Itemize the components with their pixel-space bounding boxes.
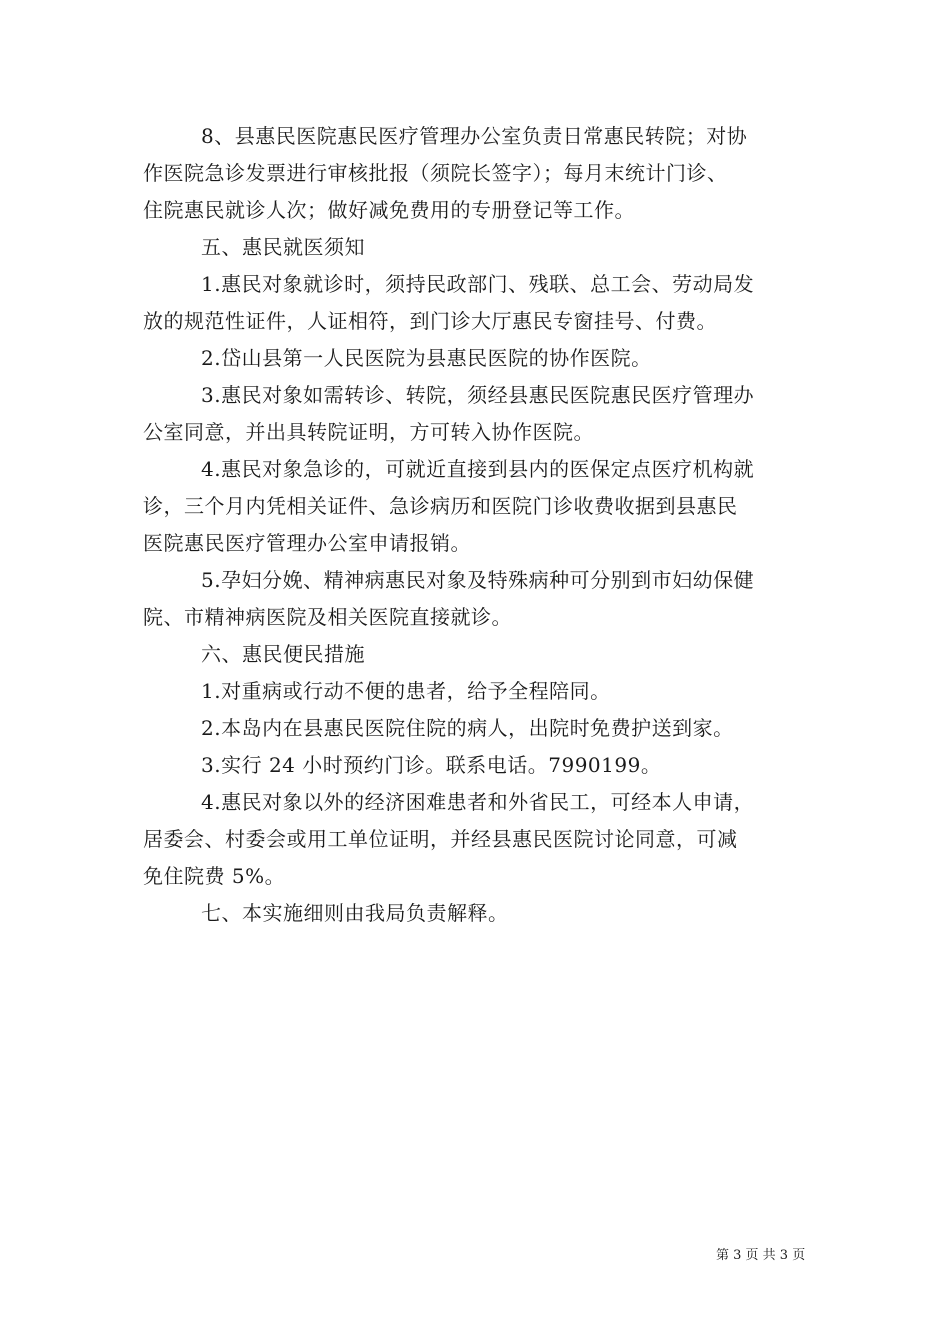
section-heading-6: 六、惠民便民措施 — [201, 642, 365, 666]
page-number-footer: 第 3 页 共 3 页 — [716, 1248, 806, 1263]
notice-item-1-line-1: 1.惠民对象就诊时，须持民政部门、残联、总工会、劳动局发 — [201, 272, 755, 296]
notice-item-3-line-2: 公室同意，并出具转院证明，方可转入协作医院。 — [143, 420, 594, 444]
measure-item-2: 2.本岛内在县惠民医院住院的病人，出院时免费护送到家。 — [201, 716, 734, 740]
paragraph-8-line-3: 住院惠民就诊人次；做好减免费用的专册登记等工作。 — [143, 198, 635, 222]
section-heading-5: 五、惠民就医须知 — [201, 235, 365, 259]
section-heading-7: 七、本实施细则由我局负责解释。 — [201, 901, 509, 925]
notice-item-3-line-1: 3.惠民对象如需转诊、转院，须经县惠民医院惠民医疗管理办 — [201, 383, 755, 407]
measure-item-3: 3.实行 24 小时预约门诊。联系电话。7990199。 — [201, 753, 662, 777]
document-body — [143, 118, 811, 932]
notice-item-5-line-2: 院、市精神病医院及相关医院直接就诊。 — [143, 605, 512, 629]
notice-item-4-line-2: 诊，三个月内凭相关证件、急诊病历和医院门诊收费收据到县惠民 — [143, 494, 738, 518]
measure-item-4-line-3: 免住院费 5%。 — [143, 864, 286, 888]
measure-item-1: 1.对重病或行动不便的患者，给予全程陪同。 — [201, 679, 611, 703]
notice-item-4-line-3: 医院惠民医疗管理办公室申请报销。 — [143, 531, 471, 555]
notice-item-1-line-2: 放的规范性证件，人证相符，到门诊大厅惠民专窗挂号、付费。 — [143, 309, 717, 333]
notice-item-5-line-1: 5.孕妇分娩、精神病惠民对象及特殊病种可分别到市妇幼保健 — [201, 568, 755, 592]
measure-item-4-line-1: 4.惠民对象以外的经济困难患者和外省民工，可经本人申请， — [201, 790, 755, 814]
paragraph-8-line-2: 作医院急诊发票进行审核批报（须院长签字）；每月末统计门诊、 — [143, 161, 728, 185]
paragraph-8-line-1: 8、县惠民医院惠民医疗管理办公室负责日常惠民转院；对协 — [201, 124, 748, 148]
measure-item-4-line-2: 居委会、村委会或用工单位证明，并经县惠民医院讨论同意，可减 — [143, 827, 738, 851]
notice-item-2: 2.岱山县第一人民医院为县惠民医院的协作医院。 — [201, 346, 652, 370]
notice-item-4-line-1: 4.惠民对象急诊的，可就近直接到县内的医保定点医疗机构就 — [201, 457, 755, 481]
